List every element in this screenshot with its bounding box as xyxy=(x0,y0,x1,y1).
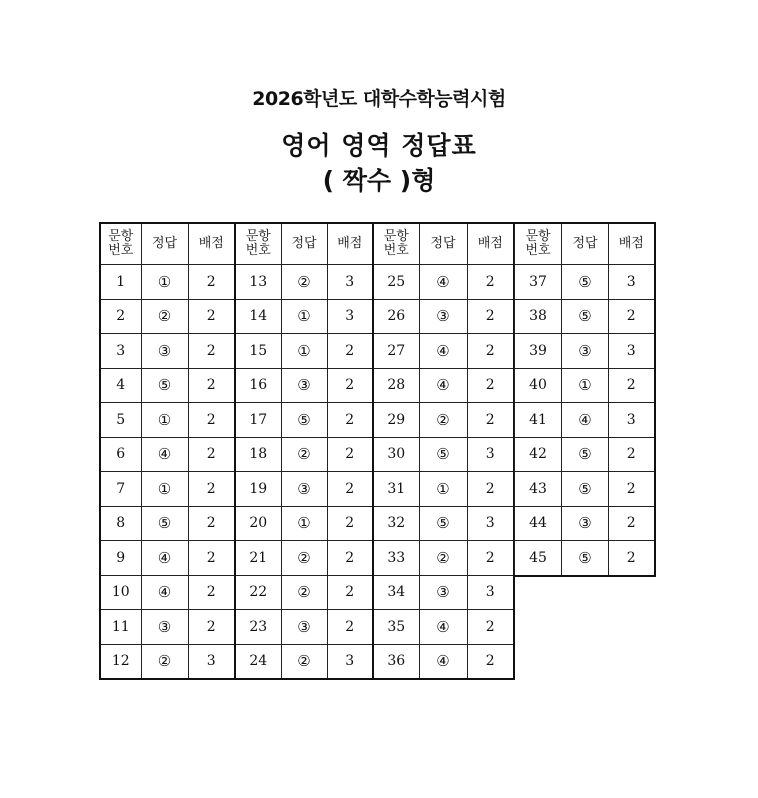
answer-cell: ③ xyxy=(562,334,609,369)
answer-cell: ③ xyxy=(419,575,467,610)
answer-cell: ② xyxy=(281,575,327,610)
answer-cell: ② xyxy=(281,437,327,472)
answer-cell: ⑤ xyxy=(141,506,188,541)
question-number-cell: 3 xyxy=(100,334,141,369)
question-number-cell: 41 xyxy=(515,403,562,438)
answer-table-tail xyxy=(514,222,656,577)
answer-cell: ② xyxy=(281,265,327,300)
answer-cell: ⑤ xyxy=(281,403,327,438)
header-number-line1: 문항 xyxy=(245,229,271,244)
question-number-cell: 11 xyxy=(100,610,141,645)
question-number-cell: 21 xyxy=(235,541,281,576)
answer-cell: ④ xyxy=(141,541,188,576)
question-number-cell: 45 xyxy=(515,541,562,576)
question-number-cell: 35 xyxy=(373,610,419,645)
question-number-cell: 16 xyxy=(235,368,281,403)
header-number-line1: 문항 xyxy=(108,229,134,244)
question-number-cell: 43 xyxy=(515,472,562,507)
question-number-cell: 44 xyxy=(515,506,562,541)
subject-title: 영어 영역 정답표 xyxy=(281,131,477,160)
score-cell: 3 xyxy=(609,334,655,369)
score-cell: 3 xyxy=(327,644,373,679)
question-number-cell: 25 xyxy=(373,265,419,300)
score-cell: 2 xyxy=(188,334,235,369)
table-row xyxy=(100,575,514,610)
score-cell: 2 xyxy=(467,368,514,403)
answer-cell: ④ xyxy=(141,437,188,472)
score-cell: 2 xyxy=(188,472,235,507)
score-cell: 2 xyxy=(609,506,655,541)
question-number-cell: 29 xyxy=(373,403,419,438)
table-row xyxy=(515,265,655,300)
header-question-number xyxy=(373,223,419,265)
table-row xyxy=(515,368,655,403)
answer-cell: ④ xyxy=(419,644,467,679)
answer-cell: ⑤ xyxy=(562,265,609,300)
question-number-cell: 12 xyxy=(100,644,141,679)
answer-cell: ⑤ xyxy=(562,437,609,472)
table-row xyxy=(100,437,514,472)
question-number-cell: 9 xyxy=(100,541,141,576)
score-cell: 3 xyxy=(467,437,514,472)
answer-cell: ⑤ xyxy=(562,299,609,334)
score-cell: 2 xyxy=(609,299,655,334)
score-cell: 2 xyxy=(327,610,373,645)
score-cell: 2 xyxy=(467,334,514,369)
exam-title: 2026학년도 대학수학능력시험 xyxy=(252,88,506,110)
answer-cell: ⑤ xyxy=(141,368,188,403)
answer-cell: ② xyxy=(419,541,467,576)
answer-cell: ① xyxy=(141,265,188,300)
question-number-cell: 13 xyxy=(235,265,281,300)
question-number-cell: 27 xyxy=(373,334,419,369)
question-number-cell: 39 xyxy=(515,334,562,369)
score-cell: 3 xyxy=(467,575,514,610)
score-cell: 2 xyxy=(188,506,235,541)
table-row xyxy=(100,368,514,403)
answer-cell: ① xyxy=(419,472,467,507)
score-cell: 3 xyxy=(188,644,235,679)
score-cell: 2 xyxy=(467,299,514,334)
header-question-number xyxy=(100,223,141,265)
score-cell: 3 xyxy=(609,403,655,438)
answer-cell: ③ xyxy=(281,472,327,507)
answer-cell: ④ xyxy=(419,265,467,300)
score-cell: 2 xyxy=(188,575,235,610)
answer-cell: ② xyxy=(419,403,467,438)
score-cell: 2 xyxy=(327,541,373,576)
score-cell: 2 xyxy=(188,368,235,403)
score-cell: 2 xyxy=(188,403,235,438)
question-number-cell: 10 xyxy=(100,575,141,610)
score-cell: 2 xyxy=(327,472,373,507)
header-number-line1: 문항 xyxy=(525,229,551,244)
question-number-cell: 22 xyxy=(235,575,281,610)
table-row xyxy=(515,299,655,334)
score-cell: 2 xyxy=(609,472,655,507)
score-cell: 2 xyxy=(188,265,235,300)
table-row xyxy=(515,472,655,507)
table-row xyxy=(100,472,514,507)
question-number-cell: 32 xyxy=(373,506,419,541)
score-cell: 2 xyxy=(327,403,373,438)
question-number-cell: 28 xyxy=(373,368,419,403)
question-number-cell: 15 xyxy=(235,334,281,369)
score-cell: 2 xyxy=(327,575,373,610)
answer-cell: ③ xyxy=(281,610,327,645)
table-row xyxy=(515,437,655,472)
header-answer: 정답 xyxy=(281,223,327,265)
score-cell: 3 xyxy=(467,506,514,541)
score-cell: 2 xyxy=(467,472,514,507)
answer-cell: ① xyxy=(281,334,327,369)
answer-cell: ③ xyxy=(141,610,188,645)
answer-cell: ④ xyxy=(419,610,467,645)
table-row xyxy=(100,403,514,438)
header-number-line2: 번호 xyxy=(245,243,271,258)
answer-cell: ④ xyxy=(562,403,609,438)
question-number-cell: 23 xyxy=(235,610,281,645)
table-row xyxy=(100,265,514,300)
answer-cell: ① xyxy=(141,472,188,507)
answer-cell: ③ xyxy=(281,368,327,403)
table-row xyxy=(100,644,514,679)
question-number-cell: 37 xyxy=(515,265,562,300)
table-row xyxy=(515,403,655,438)
score-cell: 3 xyxy=(327,265,373,300)
answer-cell: ⑤ xyxy=(562,541,609,576)
form-type-title: ( 짝수 )형 xyxy=(322,166,436,195)
header-answer: 정답 xyxy=(141,223,188,265)
question-number-cell: 19 xyxy=(235,472,281,507)
table-row xyxy=(100,610,514,645)
question-number-cell: 36 xyxy=(373,644,419,679)
table-row xyxy=(100,506,514,541)
header-question-number xyxy=(235,223,281,265)
answer-cell: ② xyxy=(281,644,327,679)
question-number-cell: 2 xyxy=(100,299,141,334)
question-number-cell: 34 xyxy=(373,575,419,610)
answer-cell: ② xyxy=(141,299,188,334)
question-number-cell: 38 xyxy=(515,299,562,334)
score-cell: 2 xyxy=(467,403,514,438)
question-number-cell: 8 xyxy=(100,506,141,541)
header-score: 배점 xyxy=(467,223,514,265)
question-number-cell: 7 xyxy=(100,472,141,507)
answer-cell: ⑤ xyxy=(562,472,609,507)
answer-table-main xyxy=(99,222,515,680)
score-cell: 2 xyxy=(467,610,514,645)
answer-cell: ② xyxy=(281,541,327,576)
score-cell: 2 xyxy=(188,610,235,645)
header-question-number xyxy=(515,223,562,265)
answer-cell: ① xyxy=(562,368,609,403)
header-score: 배점 xyxy=(327,223,373,265)
header-score: 배점 xyxy=(188,223,235,265)
score-cell: 3 xyxy=(609,265,655,300)
score-cell: 2 xyxy=(609,437,655,472)
table-row xyxy=(515,506,655,541)
question-number-cell: 5 xyxy=(100,403,141,438)
score-cell: 2 xyxy=(467,541,514,576)
question-number-cell: 1 xyxy=(100,265,141,300)
score-cell: 2 xyxy=(327,437,373,472)
score-cell: 2 xyxy=(188,437,235,472)
score-cell: 2 xyxy=(188,299,235,334)
table-row xyxy=(100,541,514,576)
answer-cell: ① xyxy=(281,506,327,541)
answer-cell: ④ xyxy=(419,368,467,403)
answer-cell: ② xyxy=(141,644,188,679)
header-number-line1: 문항 xyxy=(383,229,409,244)
question-number-cell: 6 xyxy=(100,437,141,472)
question-number-cell: 40 xyxy=(515,368,562,403)
score-cell: 2 xyxy=(467,265,514,300)
question-number-cell: 24 xyxy=(235,644,281,679)
question-number-cell: 17 xyxy=(235,403,281,438)
table-row xyxy=(515,541,655,576)
answer-cell: ⑤ xyxy=(419,506,467,541)
table-row xyxy=(515,334,655,369)
question-number-cell: 30 xyxy=(373,437,419,472)
answer-cell: ④ xyxy=(419,334,467,369)
question-number-cell: 4 xyxy=(100,368,141,403)
answer-cell: ① xyxy=(281,299,327,334)
question-number-cell: 33 xyxy=(373,541,419,576)
question-number-cell: 20 xyxy=(235,506,281,541)
header-row xyxy=(515,223,655,265)
question-number-cell: 26 xyxy=(373,299,419,334)
header-number-line2: 번호 xyxy=(108,243,134,258)
answer-cell: ③ xyxy=(562,506,609,541)
answer-cell: ③ xyxy=(141,334,188,369)
answer-cell: ④ xyxy=(141,575,188,610)
score-cell: 2 xyxy=(609,368,655,403)
score-cell: 2 xyxy=(188,541,235,576)
answer-cell: ① xyxy=(141,403,188,438)
header-number-line2: 번호 xyxy=(525,243,551,258)
header-number-line2: 번호 xyxy=(383,243,409,258)
question-number-cell: 31 xyxy=(373,472,419,507)
score-cell: 3 xyxy=(327,299,373,334)
question-number-cell: 42 xyxy=(515,437,562,472)
table-row xyxy=(100,334,514,369)
score-cell: 2 xyxy=(467,644,514,679)
header-score: 배점 xyxy=(609,223,655,265)
score-cell: 2 xyxy=(327,506,373,541)
header-answer: 정답 xyxy=(419,223,467,265)
score-cell: 2 xyxy=(327,368,373,403)
question-number-cell: 18 xyxy=(235,437,281,472)
table-row xyxy=(100,299,514,334)
answer-cell: ③ xyxy=(419,299,467,334)
score-cell: 2 xyxy=(327,334,373,369)
question-number-cell: 14 xyxy=(235,299,281,334)
header-row xyxy=(100,223,514,265)
score-cell: 2 xyxy=(609,541,655,576)
answer-cell: ⑤ xyxy=(419,437,467,472)
header-answer: 정답 xyxy=(562,223,609,265)
